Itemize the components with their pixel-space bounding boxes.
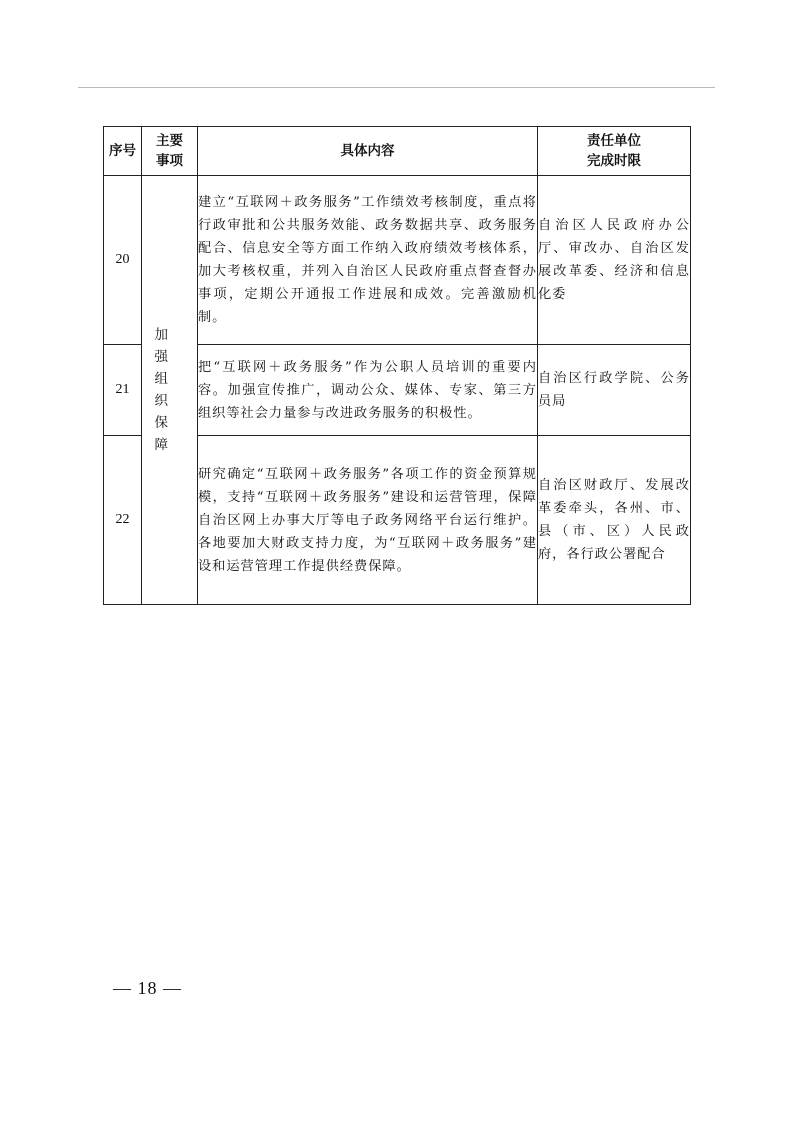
row-owner: 自治区行政学院、公务员局 — [538, 345, 691, 436]
row-owner: 自治区财政厅、发展改革委牵头，各州、市、县（市、区）人民政府，各行政公署配合 — [538, 436, 691, 605]
header-no-label: 序号 — [109, 143, 136, 159]
header-rule — [78, 87, 715, 88]
row-content: 建立“互联网＋政务服务”工作绩效考核制度，重点将行政审批和公共服务效能、政务数据共享、政务服务配合、信息安全等方面工作纳入政府绩效考核体系，加大考核权重，并列入自治区人民政府重点督查督办事项，定期公开通报工作进展和成效。完善激励机制。 — [198, 176, 538, 345]
page-number: — 18 — — [113, 978, 182, 998]
task-table — [103, 126, 691, 605]
header-item — [142, 127, 198, 176]
row-content: 研究确定“互联网＋政务服务”各项工作的资金预算规模，支持“互联网＋政务服务”建设和运营管理，保障自治区网上办事大厅等电子政务网络平台运行维护。各地要加大财政支持力度，为“互联网＋政务服务”建设和运营管理工作提供经费保障。 — [198, 436, 538, 605]
header-content-label: 具体内容 — [340, 143, 395, 159]
row-content: 把“互联网＋政务服务”作为公职人员培训的重要内容。加强宣传推广，调动公众、媒体、专家、第三方组织等社会力量参与改进政务服务的积极性。 — [198, 345, 538, 436]
row-number: 21 — [104, 345, 142, 436]
row-owner: 自治区人民政府办公厅、审改办、自治区发展改革委、经济和信息化委 — [538, 176, 691, 345]
group-item-label: 加强组织保障 — [154, 327, 170, 453]
header-no — [104, 127, 142, 176]
header-item-line2: 事项 — [156, 153, 183, 169]
row-number: 22 — [104, 436, 142, 605]
group-item-cell — [142, 176, 198, 605]
header-owner — [538, 127, 691, 176]
header-item-line1: 主要 — [156, 133, 183, 149]
header-owner-line2: 完成时限 — [587, 153, 641, 169]
table-header-row — [104, 127, 691, 176]
header-content — [198, 127, 538, 176]
header-owner-line1: 责任单位 — [587, 133, 641, 149]
table-row — [104, 176, 691, 345]
row-number: 20 — [104, 176, 142, 345]
